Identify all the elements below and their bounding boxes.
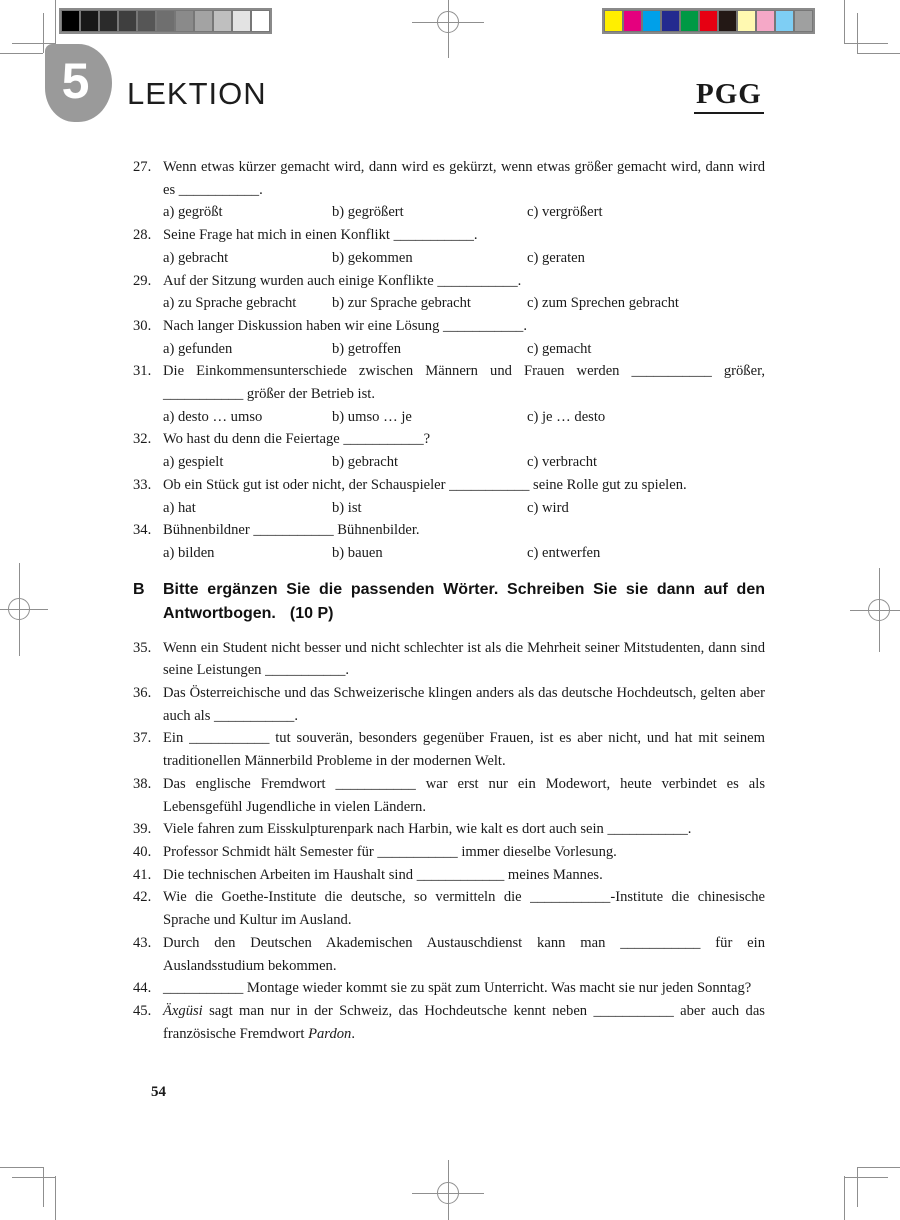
color-swatch <box>661 10 680 32</box>
page-content <box>133 156 765 1045</box>
question-text <box>163 867 603 883</box>
question-text <box>163 889 765 928</box>
question-text <box>163 980 751 996</box>
color-swatch <box>718 10 737 32</box>
question-item <box>133 864 765 887</box>
options-row <box>133 247 765 270</box>
question-text-part: . <box>351 1025 355 1042</box>
option-a: a) gegrößt <box>163 204 223 221</box>
option-b: b) umso … je <box>332 408 412 425</box>
question-item <box>133 474 765 519</box>
question-item <box>133 818 765 841</box>
option-b: b) gekommen <box>332 249 413 266</box>
question-number: 39. <box>133 821 152 838</box>
question-number: 40. <box>133 843 152 860</box>
options-row <box>133 451 765 474</box>
question-text-part: Äxgüsi <box>163 1002 203 1019</box>
question-line <box>133 224 765 247</box>
color-swatch <box>175 10 194 32</box>
question-number: 32. <box>133 431 152 448</box>
question-text: Bühnenbildner ___________ Bühnenbilder. <box>163 522 420 539</box>
option-c: c) verbracht <box>527 454 598 471</box>
color-swatch <box>61 10 80 32</box>
question-text-part: sagt man nur in der Schweiz, das Hochdeutsche kennt neben ___________ aber auch das französische Fremdwort <box>163 1002 765 1042</box>
question-item <box>133 156 765 224</box>
color-swatch <box>232 10 251 32</box>
color-swatch <box>680 10 699 32</box>
question-item <box>133 727 765 772</box>
color-swatch <box>604 10 623 32</box>
question-line <box>133 519 765 542</box>
question-number: 38. <box>133 775 152 792</box>
question-item <box>133 773 765 818</box>
question-text <box>163 821 691 837</box>
question-item <box>133 224 765 269</box>
question-line <box>133 428 765 451</box>
question-text <box>163 1003 765 1042</box>
question-number: 36. <box>133 685 152 702</box>
option-c: c) vergrößert <box>527 204 603 221</box>
option-c: c) entwerfen <box>527 544 601 561</box>
lesson-number: 5 <box>61 53 90 109</box>
question-item <box>133 682 765 727</box>
color-swatch <box>623 10 642 32</box>
question-text-part: Ein ___________ tut souverän, besonders gegenüber Frauen, ist es aber nicht, und hat mit seinem traditionellen Männerbild Probleme in der modernen Welt. <box>163 730 765 770</box>
question-number: 42. <box>133 889 152 906</box>
color-swatch <box>137 10 156 32</box>
option-a: a) gefunden <box>163 340 233 357</box>
option-b: b) bauen <box>332 544 383 561</box>
question-item <box>133 977 765 1000</box>
question-text-part: Professor Schmidt hält Semester für ___________ immer dieselbe Vorlesung. <box>163 843 617 860</box>
question-text <box>163 776 765 815</box>
question-number: 37. <box>133 730 152 747</box>
question-number: 33. <box>133 476 152 493</box>
fill-in-section <box>133 637 765 1046</box>
option-c: c) je … desto <box>527 408 606 425</box>
question-text: Ob ein Stück gut ist oder nicht, der Schauspieler ___________ seine Rolle gut zu spielen. <box>163 476 687 493</box>
question-item <box>133 932 765 977</box>
color-swatch <box>99 10 118 32</box>
color-swatch <box>794 10 813 32</box>
options-row <box>133 497 765 520</box>
option-c: c) wird <box>527 499 569 516</box>
question-line <box>133 270 765 293</box>
option-b: b) getroffen <box>332 340 402 357</box>
color-swatch <box>80 10 99 32</box>
options-row <box>133 292 765 315</box>
option-c: c) zum Sprechen gebracht <box>527 295 679 312</box>
question-text: Seine Frage hat mich in einen Konflikt ___________. <box>163 227 478 244</box>
color-swatch <box>699 10 718 32</box>
question-number: 45. <box>133 1002 152 1019</box>
question-text: Wo hast du denn die Feiertage ___________? <box>163 431 431 448</box>
color-swatch <box>118 10 137 32</box>
question-number: 29. <box>133 272 152 289</box>
option-a: a) desto … umso <box>163 408 263 425</box>
multiple-choice-section <box>133 156 765 565</box>
question-line <box>133 315 765 338</box>
question-line <box>133 474 765 497</box>
book-code: PGG <box>694 78 764 114</box>
options-row <box>133 406 765 429</box>
color-calibration-bar <box>602 8 815 34</box>
options-row <box>133 338 765 361</box>
question-line <box>133 360 765 405</box>
color-swatch <box>756 10 775 32</box>
section-b-heading <box>133 578 765 626</box>
section-b-points: (10 P) <box>289 604 334 622</box>
lesson-number-badge <box>45 44 112 122</box>
color-swatch <box>251 10 270 32</box>
question-number: 44. <box>133 980 152 997</box>
question-text-part: Wenn ein Student nicht besser und nicht schlechter ist als die Mehrheit seiner Mitstudenten, dann sind seine Leistungen ___________. <box>163 639 765 679</box>
question-number: 30. <box>133 317 152 334</box>
question-line <box>133 156 765 201</box>
question-text <box>163 640 765 679</box>
question-number: 34. <box>133 522 152 539</box>
color-swatch <box>156 10 175 32</box>
question-number: 27. <box>133 159 152 175</box>
option-b: b) gegrößert <box>332 204 404 221</box>
option-a: a) zu Sprache gebracht <box>163 295 297 312</box>
page-number: 54 <box>151 1084 166 1100</box>
grayscale-calibration-bar <box>59 8 272 34</box>
question-number: 41. <box>133 866 152 883</box>
section-b-title: Bitte ergänzen Sie die passenden Wörter. Schreiben Sie sie dann auf den Antwortbogen. <box>163 580 765 622</box>
question-number: 35. <box>133 639 152 656</box>
question-text <box>163 685 765 724</box>
question-text-part: Wie die Goethe-Institute die deutsche, so vermitteln die ___________-Institute die chinesische Sprache und Kultur im Ausland. <box>163 889 765 929</box>
question-text: Nach langer Diskussion haben wir eine Lösung ___________. <box>163 317 527 334</box>
question-item <box>133 315 765 360</box>
option-b: b) ist <box>332 499 362 516</box>
question-text-part: Durch den Deutschen Akademischen Austauschdienst kann man ___________ für ein Auslandsstudium bekommen. <box>163 934 765 974</box>
option-c: c) geraten <box>527 249 585 266</box>
color-swatch <box>642 10 661 32</box>
lesson-label: LEKTION <box>127 76 267 111</box>
question-text <box>163 730 765 769</box>
option-a: a) gespielt <box>163 454 224 471</box>
question-item <box>133 519 765 564</box>
question-item <box>133 886 765 931</box>
question-text-part: ___________ Montage wieder kommt sie zu spät zum Unterricht. Was macht sie nur jeden Sonntag? <box>163 980 752 997</box>
color-swatch <box>737 10 756 32</box>
question-text <box>163 844 617 860</box>
question-text-part: Die technischen Arbeiten im Haushalt sind ____________ meines Mannes. <box>163 866 603 883</box>
option-b: b) gebracht <box>332 454 399 471</box>
question-text: Auf der Sitzung wurden auch einige Konflikte ___________. <box>163 272 522 289</box>
color-swatch <box>213 10 232 32</box>
option-b: b) zur Sprache gebracht <box>332 295 471 312</box>
color-swatch <box>775 10 794 32</box>
question-item <box>133 270 765 315</box>
question-number: 31. <box>133 363 152 380</box>
question-text-part: Viele fahren zum Eisskulpturenpark nach Harbin, wie kalt es dort auch sein ___________. <box>163 821 692 838</box>
question-text <box>163 935 765 974</box>
question-text-part: Das Österreichische und das Schweizerische klingen anders als das deutsche Hochdeutsch, gelten aber auch als ___________. <box>163 685 765 724</box>
option-a: a) hat <box>163 499 196 516</box>
question-item <box>133 1000 765 1045</box>
question-text: Wenn etwas kürzer gemacht wird, dann wird es gekürzt, wenn etwas größer gemacht wird, dann wird es ___________. <box>163 159 765 198</box>
question-item <box>133 841 765 864</box>
option-a: a) bilden <box>163 544 215 561</box>
options-row <box>133 542 765 565</box>
question-number: 43. <box>133 934 152 951</box>
question-item <box>133 637 765 682</box>
question-number: 28. <box>133 227 152 244</box>
question-item <box>133 360 765 428</box>
question-text: Die Einkommensunterschiede zwischen Männern und Frauen werden ___________ größer, ___________ größer der Betrieb ist. <box>163 363 765 403</box>
question-text-part: Pardon <box>308 1025 352 1042</box>
option-a: a) gebracht <box>163 249 229 266</box>
question-item <box>133 428 765 473</box>
options-row <box>133 201 765 224</box>
color-swatch <box>194 10 213 32</box>
question-text-part: Das englische Fremdwort ___________ war erst nur ein Modewort, heute verbindet es als Lebensgefühl Jugendliche in vielen Ländern. <box>163 775 765 815</box>
option-c: c) gemacht <box>527 340 592 357</box>
section-b-label: B <box>133 580 145 598</box>
